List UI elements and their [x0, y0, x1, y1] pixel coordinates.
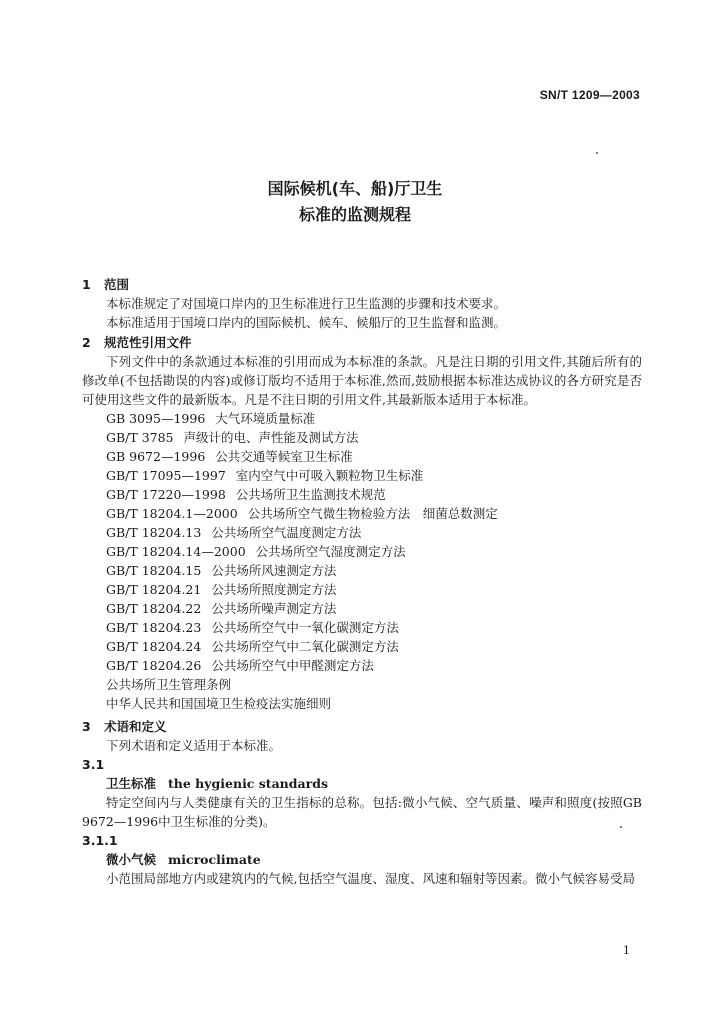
- reference-code: GB/T 18204.26: [106, 658, 202, 673]
- section-number: 2: [82, 335, 91, 350]
- reference-code: GB/T 17095—1997: [106, 468, 226, 483]
- references-intro: 下列文件中的条款通过本标准的引用而成为本标准的条款。凡是注日期的引用文件,其随后所有的修改单(不包括勘误的内容)或修订版均不适用于本标准,然而,鼓励根据本标准达成协议的各方研究是否可使用这些文件的最新版本。凡是不注日期的引用文件,其最新版本适用于本标准。: [82, 354, 642, 407]
- scan-speck: [596, 152, 598, 154]
- section-title: 规范性引用文件: [104, 335, 192, 350]
- term-english: microclimate: [168, 852, 261, 867]
- reference-item: [82, 409, 642, 428]
- reference-name: 公共场所卫生监测技术规范: [235, 487, 386, 502]
- reference-name: 公共交通等候室卫生标准: [215, 449, 353, 464]
- reference-name: 公共场所空气温度测定方法: [211, 525, 362, 540]
- reference-code: GB/T 18204.13: [106, 525, 202, 540]
- term-chinese: 卫生标准: [106, 776, 157, 791]
- section-number: 1: [82, 277, 91, 292]
- term-chinese: 微小气候: [106, 852, 157, 867]
- reference-name: 公共场所空气中二氧化碳测定方法: [211, 639, 399, 654]
- reference-name: 公共场所空气湿度测定方法: [255, 544, 406, 559]
- reference-item: [82, 675, 642, 694]
- reference-item: [82, 485, 642, 504]
- reference-code: GB/T 18204.24: [106, 639, 202, 654]
- title-line-1: 国际候机(车、船)厅卫生: [267, 179, 443, 198]
- reference-item: [82, 637, 642, 656]
- reference-code: GB/T 17220—1998: [106, 487, 226, 502]
- standard-code: SN/T 1209—2003: [539, 88, 640, 102]
- reference-name: 公共场所照度测定方法: [211, 582, 337, 597]
- title-line-2: 标准的监测规程: [298, 205, 411, 224]
- reference-item: [82, 561, 642, 580]
- reference-item: [82, 504, 642, 523]
- section-3-heading: [82, 717, 642, 736]
- section-title: 术语和定义: [104, 719, 167, 734]
- reference-code: GB 9672—1996: [106, 449, 206, 464]
- page-number: 1: [623, 944, 630, 957]
- reference-code: GB/T 18204.21: [106, 582, 202, 597]
- reference-item: [82, 618, 642, 637]
- section-title: 范围: [104, 277, 130, 292]
- term-heading: [82, 774, 642, 793]
- reference-name: 室内空气中可吸入颗粒物卫生标准: [235, 468, 424, 483]
- reference-name: 大气环境质量标准: [215, 411, 316, 426]
- reference-item: [82, 447, 642, 466]
- reference-name: 中华人民共和国国境卫生检疫法实施细则: [106, 696, 332, 711]
- reference-item: [82, 599, 642, 618]
- clause-number: 3.1.1: [82, 833, 118, 848]
- section-1-heading: [82, 275, 642, 294]
- term-definition: 小范围局部地方内或建筑内的气候,包括空气温度、湿度、风速和辐射等因素。微小气候容易受局: [106, 871, 635, 886]
- reference-code: GB/T 18204.15: [106, 563, 202, 578]
- reference-code: GB/T 18204.22: [106, 601, 202, 616]
- term-heading: [82, 850, 642, 869]
- reference-code: GB/T 18204.23: [106, 620, 202, 635]
- document-body: [82, 274, 642, 888]
- reference-name: 公共场所风速测定方法: [211, 563, 337, 578]
- reference-code: GB/T 18204.1—2000: [106, 506, 238, 521]
- scope-paragraph-1: 本标准规定了对国境口岸内的卫生标准进行卫生监测的步骤和技术要求。: [106, 296, 507, 311]
- reference-name: 公共场所噪声测定方法: [211, 601, 337, 616]
- reference-name: 声级计的电、声性能及测试方法: [183, 430, 359, 445]
- reference-code: GB 3095—1996: [106, 411, 206, 426]
- reference-code: GB/T 18204.14—2000: [106, 544, 246, 559]
- terms-intro: 下列术语和定义适用于本标准。: [106, 738, 282, 753]
- reference-item: [82, 428, 642, 447]
- term-english: the hygienic standards: [168, 776, 328, 791]
- document-title: [0, 176, 710, 228]
- reference-name: 公共场所空气微生物检验方法 细菌总数测定: [247, 506, 498, 521]
- reference-name: 公共场所空气中甲醛测定方法: [211, 658, 374, 673]
- reference-item: [82, 656, 642, 675]
- term-definition: 特定空间内与人类健康有关的卫生指标的总称。包括:微小气候、空气质量、噪声和照度(按照GB 9672—1996中卫生标准的分类)。: [82, 795, 642, 829]
- reference-name: 公共场所空气中一氧化碳测定方法: [211, 620, 399, 635]
- clause-number: 3.1: [82, 757, 105, 772]
- reference-item: [82, 466, 642, 485]
- section-2-heading: [82, 333, 642, 352]
- reference-item: [82, 580, 642, 599]
- reference-list: [82, 409, 642, 713]
- reference-code: GB/T 3785: [106, 430, 174, 445]
- scope-paragraph-2: 本标准适用于国境口岸内的国际候机、候车、候船厅的卫生监督和监测。: [106, 315, 507, 330]
- reference-item: [82, 542, 642, 561]
- reference-item: [82, 523, 642, 542]
- section-number: 3: [82, 719, 91, 734]
- scan-speck: [620, 826, 622, 828]
- reference-item: [82, 694, 642, 713]
- reference-name: 公共场所卫生管理条例: [106, 677, 232, 692]
